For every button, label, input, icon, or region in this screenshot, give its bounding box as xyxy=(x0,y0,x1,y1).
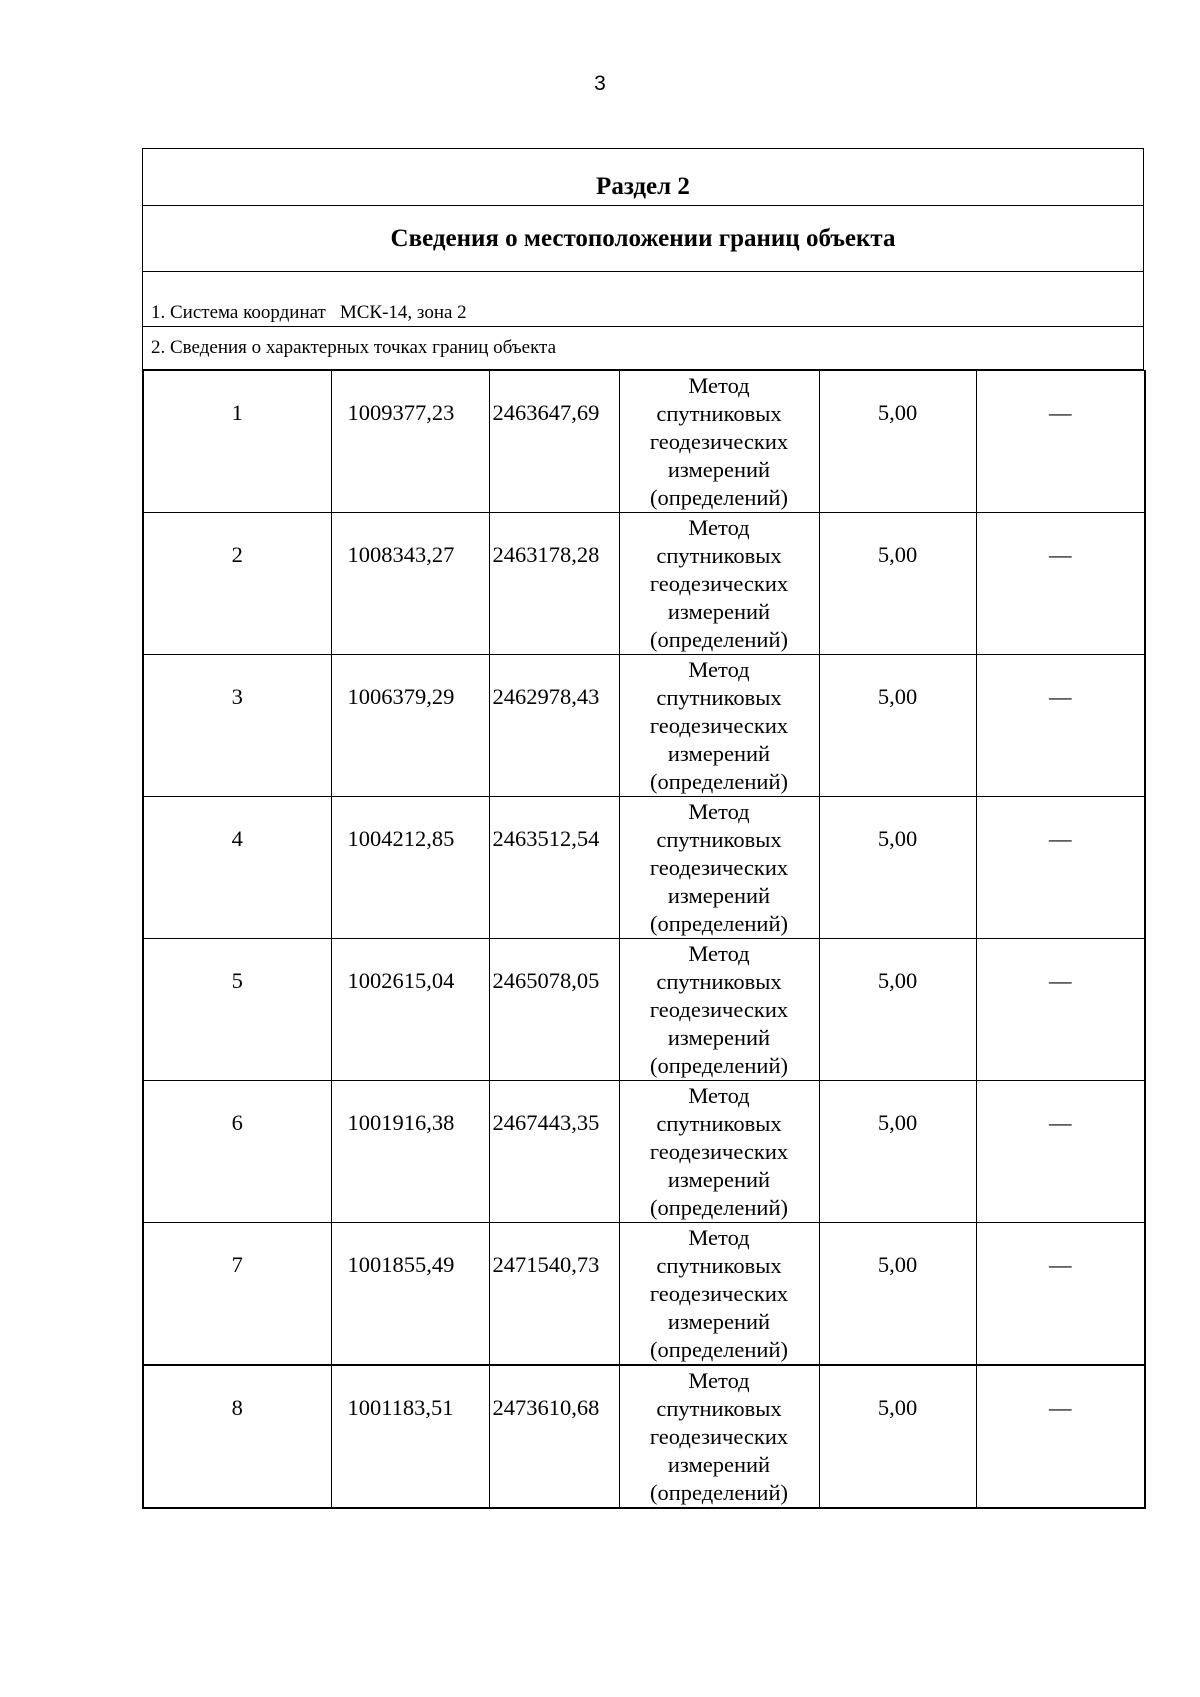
method-line: геодезических xyxy=(649,1139,789,1164)
table-row xyxy=(143,513,1145,655)
points-table-body xyxy=(143,371,1145,1509)
description-cell xyxy=(976,1081,1145,1223)
boundary-points-table xyxy=(142,370,1146,1509)
description-cell xyxy=(976,797,1145,939)
method-line: измерений xyxy=(667,1309,771,1334)
method-line: геодезических xyxy=(649,855,789,880)
accuracy-cell: 5,00 xyxy=(819,1365,976,1508)
method-line: спутниковых xyxy=(656,1111,782,1136)
x-coordinate-cell: 1001916,38 xyxy=(331,1081,489,1223)
description-dash: — xyxy=(1049,826,1072,851)
description-dash: — xyxy=(1049,1395,1072,1420)
accuracy-cell: 5,00 xyxy=(819,939,976,1081)
x-coordinate-cell: 1002615,04 xyxy=(331,939,489,1081)
x-coordinate-cell: 1001183,51 xyxy=(331,1365,489,1508)
point-number-cell: 6 xyxy=(143,1081,331,1223)
description-dash: — xyxy=(1049,1252,1072,1277)
description-cell xyxy=(976,513,1145,655)
y-coordinate-cell: 2463512,54 xyxy=(489,797,619,939)
method-line: геодезических xyxy=(649,571,789,596)
description-cell xyxy=(976,371,1145,513)
method-line: измерений xyxy=(667,883,771,908)
method-line: спутниковых xyxy=(656,685,782,710)
method-cell xyxy=(619,1365,819,1508)
accuracy-cell: 5,00 xyxy=(819,513,976,655)
method-line: Метод xyxy=(688,657,750,682)
method-cell xyxy=(619,513,819,655)
coord-system-line xyxy=(143,272,1143,327)
y-coordinate-cell: 2463178,28 xyxy=(489,513,619,655)
coord-system-label: 1. Система координат xyxy=(151,302,326,323)
coord-system-value: МСК-14, зона 2 xyxy=(339,302,467,323)
point-number-cell: 8 xyxy=(143,1365,331,1508)
table-row xyxy=(143,1081,1145,1223)
section-title: Сведения о местоположении границ объекта xyxy=(143,206,1143,272)
method-line: (определений) xyxy=(650,627,788,652)
point-number-cell: 2 xyxy=(143,513,331,655)
point-number-cell: 7 xyxy=(143,1223,331,1366)
method-line: (определений) xyxy=(650,1195,788,1220)
page-number: 3 xyxy=(594,72,606,95)
y-coordinate-cell: 2465078,05 xyxy=(489,939,619,1081)
description-dash: — xyxy=(1049,542,1072,567)
method-line: измерений xyxy=(667,1452,771,1477)
y-coordinate-cell: 2463647,69 xyxy=(489,371,619,513)
point-number-cell: 4 xyxy=(143,797,331,939)
points-info-label: 2. Сведения о характерных точках границ объекта xyxy=(151,337,557,358)
description-cell xyxy=(976,1223,1145,1366)
point-number-cell: 5 xyxy=(143,939,331,1081)
description-cell xyxy=(976,1365,1145,1508)
method-line: (определений) xyxy=(650,911,788,936)
table-row xyxy=(143,1223,1145,1366)
method-line: спутниковых xyxy=(656,1396,782,1421)
description-cell xyxy=(976,655,1145,797)
method-line: спутниковых xyxy=(656,969,782,994)
description-dash: — xyxy=(1049,1110,1072,1135)
accuracy-cell: 5,00 xyxy=(819,371,976,513)
table-row xyxy=(143,371,1145,513)
x-coordinate-cell: 1006379,29 xyxy=(331,655,489,797)
section-heading: Раздел 2 xyxy=(143,149,1143,206)
method-line: Метод xyxy=(688,515,750,540)
method-line: измерений xyxy=(667,599,771,624)
method-line: геодезических xyxy=(649,713,789,738)
method-line: геодезических xyxy=(649,997,789,1022)
method-line: (определений) xyxy=(650,1480,788,1505)
description-dash: — xyxy=(1049,400,1072,425)
method-cell xyxy=(619,1081,819,1223)
y-coordinate-cell: 2462978,43 xyxy=(489,655,619,797)
method-line: Метод xyxy=(688,799,750,824)
x-coordinate-cell: 1009377,23 xyxy=(331,371,489,513)
method-line: геодезических xyxy=(649,429,789,454)
x-coordinate-cell: 1004212,85 xyxy=(331,797,489,939)
method-line: спутниковых xyxy=(656,1253,782,1278)
method-line: измерений xyxy=(667,1025,771,1050)
method-cell xyxy=(619,797,819,939)
method-line: спутниковых xyxy=(656,827,782,852)
y-coordinate-cell: 2471540,73 xyxy=(489,1223,619,1366)
method-line: измерений xyxy=(667,1167,771,1192)
x-coordinate-cell: 1008343,27 xyxy=(331,513,489,655)
method-line: Метод xyxy=(688,1225,750,1250)
method-line: спутниковых xyxy=(656,543,782,568)
accuracy-cell: 5,00 xyxy=(819,1081,976,1223)
point-number-cell: 3 xyxy=(143,655,331,797)
method-cell xyxy=(619,371,819,513)
method-line: Метод xyxy=(688,373,750,398)
description-dash: — xyxy=(1049,968,1072,993)
method-line: Метод xyxy=(688,941,750,966)
description-cell xyxy=(976,939,1145,1081)
method-line: геодезических xyxy=(649,1424,789,1449)
table-row xyxy=(143,797,1145,939)
method-line: измерений xyxy=(667,457,771,482)
point-number-cell: 1 xyxy=(143,371,331,513)
method-cell xyxy=(619,1223,819,1366)
y-coordinate-cell: 2467443,35 xyxy=(489,1081,619,1223)
section-header xyxy=(142,148,1144,370)
method-line: спутниковых xyxy=(656,401,782,426)
description-dash: — xyxy=(1049,684,1072,709)
method-cell xyxy=(619,655,819,797)
method-line: Метод xyxy=(688,1083,750,1108)
table-row xyxy=(143,939,1145,1081)
method-line: геодезических xyxy=(649,1281,789,1306)
y-coordinate-cell: 2473610,68 xyxy=(489,1365,619,1508)
method-line: измерений xyxy=(667,741,771,766)
method-line: (определений) xyxy=(650,769,788,794)
method-cell xyxy=(619,939,819,1081)
method-line: (определений) xyxy=(650,485,788,510)
method-line: (определений) xyxy=(650,1337,788,1362)
table-row xyxy=(143,655,1145,797)
method-line: (определений) xyxy=(650,1053,788,1078)
accuracy-cell: 5,00 xyxy=(819,1223,976,1366)
x-coordinate-cell: 1001855,49 xyxy=(331,1223,489,1366)
table-row xyxy=(143,1365,1145,1508)
accuracy-cell: 5,00 xyxy=(819,797,976,939)
accuracy-cell: 5,00 xyxy=(819,655,976,797)
method-line: Метод xyxy=(688,1368,750,1393)
